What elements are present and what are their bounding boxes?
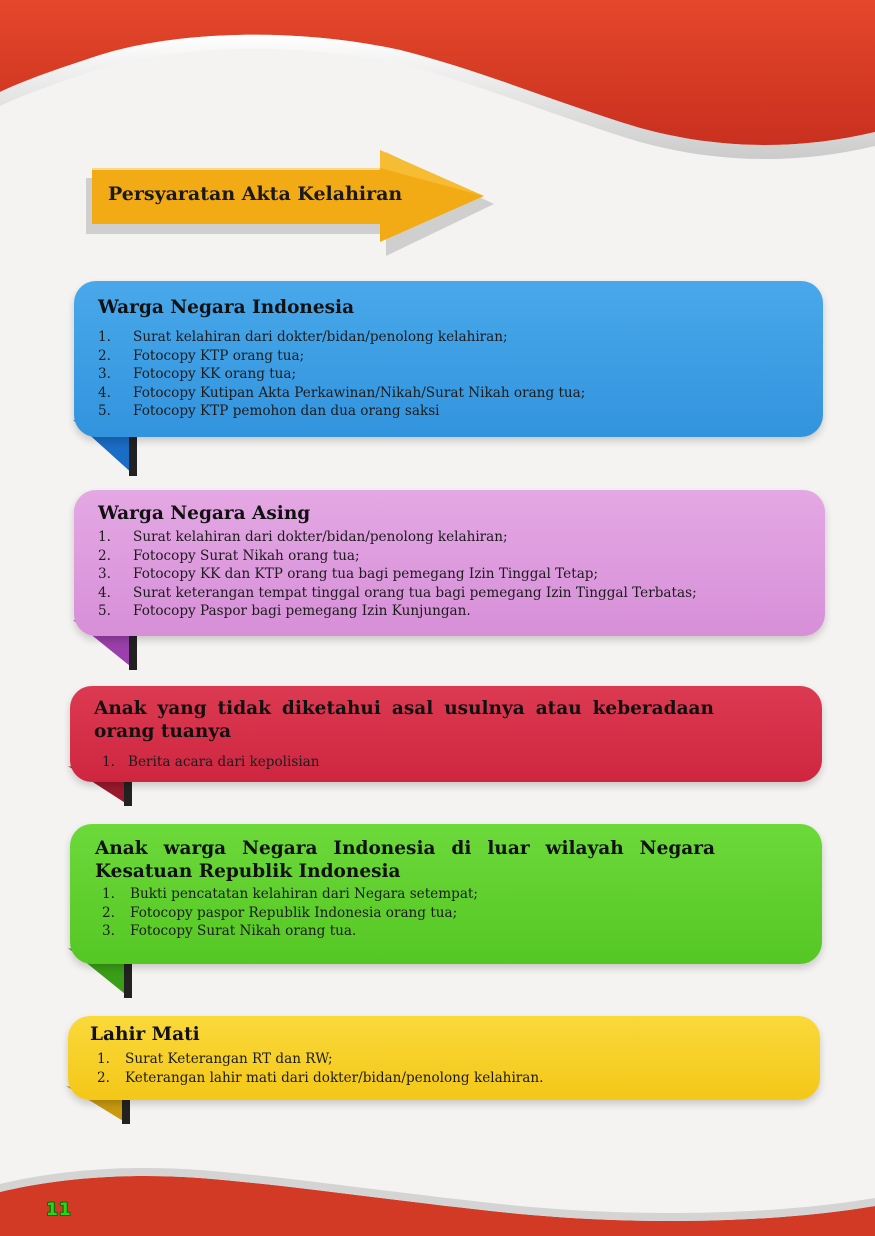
section-title-line: Anak warga Negara Indonesia di luar wilayah Negara: [95, 838, 715, 859]
item-number: 2.: [98, 547, 111, 564]
item-number: 5.: [98, 403, 111, 419]
item-number: 5.: [98, 603, 111, 619]
list-item: [102, 885, 478, 904]
item-number: 3.: [98, 566, 111, 582]
item-number: 3.: [102, 923, 115, 939]
item-text: Surat Keterangan RT dan RW;: [125, 1051, 333, 1067]
list-item: [98, 402, 585, 421]
page-number: 11: [46, 1200, 72, 1220]
item-number: 1.: [98, 329, 111, 345]
item-text: Fotocopy KK orang tua;: [133, 366, 297, 382]
item-text: Fotocopy Kutipan Akta Perkawinan/Nikah/Surat Nikah orang tua;: [133, 384, 586, 401]
list-item: [98, 528, 697, 547]
section-title-line: Anak yang tidak diketahui asal usulnya atau keberadaan: [94, 698, 714, 719]
list-item: [98, 565, 697, 584]
item-text: Fotocopy Paspor bagi pemegang Izin Kunjungan.: [133, 603, 471, 619]
list-item: [102, 753, 320, 772]
item-text: Fotocopy Surat Nikah orang tua.: [130, 923, 357, 939]
item-text: Fotocopy KTP pemohon dan dua orang saksi: [133, 403, 440, 419]
item-number: 1.: [102, 754, 115, 770]
list-item: [98, 547, 697, 566]
item-text: Fotocopy KK dan KTP orang tua bagi pemegang Izin Tinggal Tetap;: [133, 566, 599, 582]
requirements-list: [102, 753, 320, 772]
item-number: 4.: [98, 584, 111, 601]
section-title: [95, 837, 715, 883]
item-number: 2.: [97, 1069, 110, 1086]
list-item: [98, 365, 585, 384]
list-item: [102, 922, 478, 941]
list-item: [102, 904, 478, 923]
requirements-list: [102, 885, 478, 941]
list-item: [98, 347, 585, 366]
list-item: [98, 602, 697, 621]
item-number: 2.: [98, 347, 111, 364]
item-text: Keterangan lahir mati dari dokter/bidan/penolong kelahiran.: [125, 1069, 544, 1086]
page-title: Persyaratan Akta Kelahiran: [108, 183, 403, 205]
requirements-list: [98, 528, 697, 621]
item-text: Bukti pencatatan kelahiran dari Negara setempat;: [130, 886, 478, 902]
section-title: [94, 697, 714, 743]
section-title-line: Kesatuan Republik Indonesia: [95, 861, 401, 882]
section-title: Lahir Mati: [90, 1024, 200, 1045]
title-arrow-shape: [80, 150, 500, 260]
section-title: Warga Negara Indonesia: [98, 297, 355, 318]
list-item: [97, 1050, 543, 1069]
item-text: Berita acara dari kepolisian: [128, 754, 320, 770]
item-text: Fotocopy Surat Nikah orang tua;: [133, 547, 360, 564]
item-text: Surat kelahiran dari dokter/bidan/penolong kelahiran;: [133, 529, 508, 545]
item-number: 1.: [98, 529, 111, 545]
item-number: 1.: [97, 1051, 110, 1067]
item-number: 3.: [98, 366, 111, 382]
item-number: 4.: [98, 384, 111, 401]
item-number: 1.: [102, 886, 115, 902]
item-text: Surat kelahiran dari dokter/bidan/penolong kelahiran;: [133, 329, 508, 345]
list-item: [98, 584, 697, 603]
item-text: Fotocopy paspor Republik Indonesia orang tua;: [130, 904, 458, 921]
item-text: Surat keterangan tempat tinggal orang tua bagi pemegang Izin Tinggal Terbatas;: [133, 584, 697, 601]
item-text: Fotocopy KTP orang tua;: [133, 347, 305, 364]
section-title-line: orang tuanya: [94, 721, 232, 742]
requirements-list: [98, 328, 585, 421]
list-item: [98, 384, 585, 403]
item-number: 2.: [102, 904, 115, 921]
list-item: [98, 328, 585, 347]
section-title: Warga Negara Asing: [98, 503, 311, 524]
requirements-list: [97, 1050, 543, 1087]
list-item: [97, 1069, 543, 1088]
